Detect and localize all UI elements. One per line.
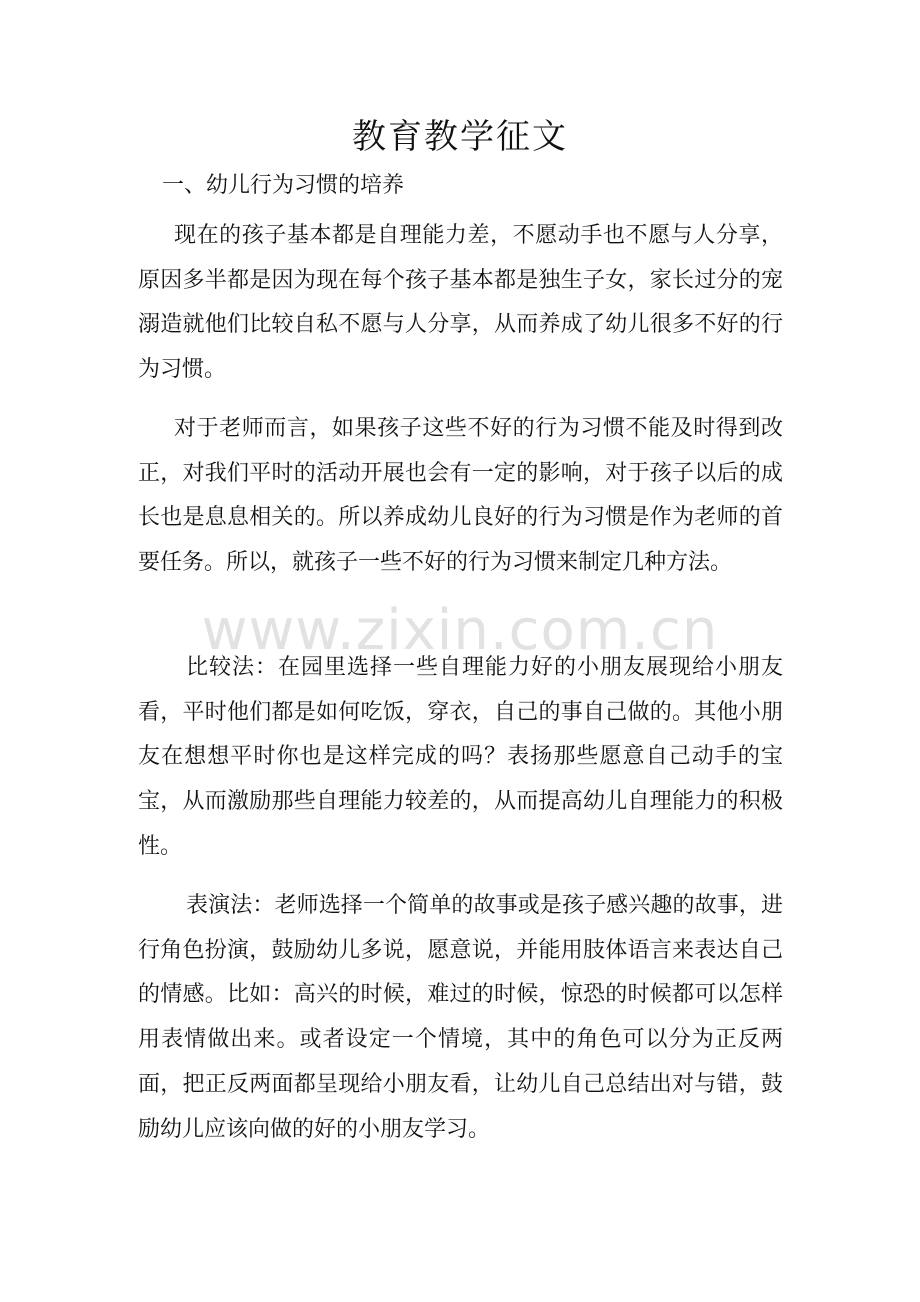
section-heading: 一、幼儿行为习惯的培养 bbox=[162, 173, 405, 198]
paragraph-comparison-method: 比较法：在园里选择一些自理能力好的小朋友展现给小朋友看，平时他们都是如何吃饭，穿衣，自己的事自己做的。其他小朋友在想想平时你也是这样完成的吗？表扬那些愿意自己动手的宝宝，从而激励那些自理能力较差的，从而提高幼儿自理能力的积极性。 bbox=[138, 655, 783, 859]
paragraph-intro: 现在的孩子基本都是自理能力差，不愿动手也不愿与人分享，原因多半都是因为现在每个孩子基本都是独生子女，家长过分的宠溺造就他们比较自私不愿与人分享，从而养成了幼儿很多不好的行为习惯。 bbox=[138, 223, 783, 383]
paragraph-performance-method: 表演法：老师选择一个简单的故事或是孩子感兴趣的故事，进行角色扮演，鼓励幼儿多说，愿意说，并能用肢体语言来表达自己的情感。比如：高兴的时候，难过的时候，惊恐的时候都可以怎样用表情做出来。或者设定一个情境，其中的角色可以分为正反两面，把正反两面都呈现给小朋友看，让幼儿自己总结出对与错，鼓励幼儿应该向做的好的小朋友学习。 bbox=[138, 893, 783, 1142]
document-title: 教育教学征文 bbox=[352, 117, 568, 157]
watermark-text: www.zixin.com.cn bbox=[201, 598, 719, 663]
paragraph-teacher: 对于老师而言，如果孩子这些不好的行为习惯不能及时得到改正，对我们平时的活动开展也会有一定的影响，对于孩子以后的成长也是息息相关的。所以养成幼儿良好的行为习惯是作为老师的首要任务。所以，就孩子一些不好的行为习惯来制定几种方法。 bbox=[138, 416, 783, 576]
